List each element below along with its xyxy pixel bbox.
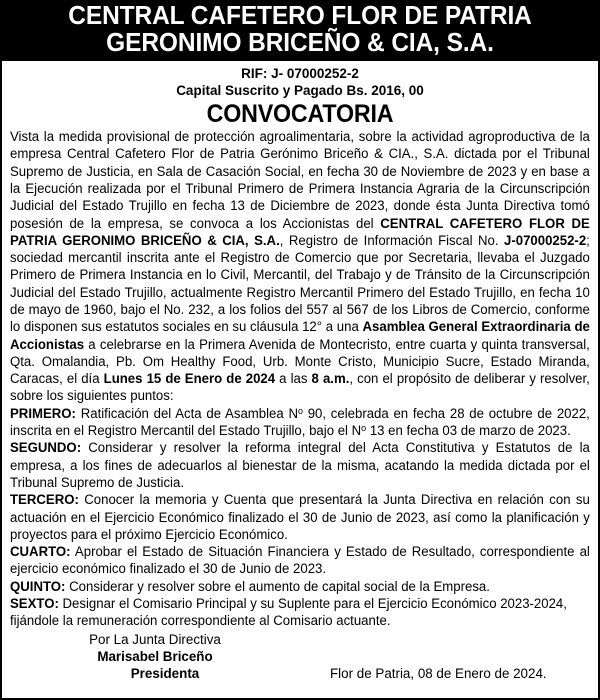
agenda-item bbox=[10, 405, 590, 440]
meeting-date-inline: Lunes 15 de Enero de 2024 bbox=[103, 371, 276, 387]
signatory-role: Presidenta bbox=[130, 666, 200, 682]
agenda-item-text: Considerar y resolver la reforma integral del Acta Constitutiva y Estatutos de la empresa, a los fines de adecuarlos al bienestar de la misma, acatando la medida dictada por el Tribunal Supremo de Justicia. bbox=[10, 440, 590, 490]
place-and-date: Flor de Patria, 08 de Enero de 2024. bbox=[330, 666, 547, 682]
preamble-text-4: a celebrarse en la Primera Avenida de Montecristo, entre cuarta y quinta transversal, Qta. Omalandia, Pb. Om Healthy Food, Urb. Monte Cristo, Municipio Sucre, Estado Miranda, Caracas, el día bbox=[10, 336, 590, 387]
agenda-item-text-end: 13 en fecha 03 de marzo de 2023. bbox=[366, 423, 571, 439]
preamble-paragraph bbox=[10, 128, 590, 405]
agenda-item-label: SEXTO: bbox=[10, 596, 59, 612]
agenda-item-label: PRIMERO: bbox=[10, 405, 76, 421]
agenda-item bbox=[10, 543, 590, 578]
agenda-item-label: TERCERO: bbox=[10, 492, 79, 508]
agenda-item-label: QUINTO: bbox=[10, 578, 66, 594]
agenda-item-text: Aprobar el Estado de Situación Financiera y Estado de Resultado, correspondiente al ejercicio económico finalizado el 30 de Junio de 2023. bbox=[10, 544, 590, 577]
company-name-inline: CENTRAL CAFETERO FLOR DE PATRIA GERONIMO BRICEÑO & CIA, S.A. bbox=[10, 215, 590, 248]
signature-footer-row bbox=[10, 665, 590, 682]
masthead bbox=[0, 0, 600, 61]
agenda-item-text: Considerar y resolver sobre el aumento de capital social de la Empresa. bbox=[65, 578, 490, 594]
preamble-text-3: ; sociedad mercantil inscrita ante el Registro de Comercio que por Secretaria, llevaba el Juzgado Primero de Primera Instancia en lo Civil, Mercantil, del Trabajo y de Tránsito de la Circunscripción Judicial del Estado Trujillo, actualmente Registro Mercantil Primero del Estado Trujillo, en fecha 10 de mayo de 1960, bajo el No. 232, a los folios del 557 al 567 de los Libros de Comercio, conforme lo disponen sus estatutos sociales en su cláusula 12° a una bbox=[10, 232, 590, 335]
agenda-item-label: CUARTO: bbox=[10, 544, 71, 560]
signature-by-line: Por La Junta Directiva bbox=[89, 631, 221, 647]
company-name-line-1: CENTRAL CAFETERO FLOR DE PATRIA bbox=[68, 2, 532, 30]
agenda-item bbox=[10, 491, 590, 543]
meeting-time-inline: 8 a.m. bbox=[311, 371, 350, 387]
rif-inline: J-07000252-2 bbox=[504, 232, 587, 248]
agenda-item bbox=[10, 595, 590, 630]
preamble-text-5: a las bbox=[275, 371, 312, 387]
preamble-text-2: , Registro de Información Fiscal No. bbox=[279, 232, 505, 248]
notice-sheet bbox=[0, 61, 600, 700]
agenda-item-label: SEGUNDO: bbox=[10, 440, 82, 456]
agenda-item-text-mid: 90, celebrada en fecha 28 de octubre de 2022, inscrita en el Registro Mercantil del Estado Trujillo, bajo el N bbox=[10, 405, 590, 439]
company-name-line-2: GERONIMO BRICEÑO & CIA, S.A. bbox=[106, 29, 494, 57]
preamble-text-1: Vista la medida provisional de protección agroalimentaria, sobre la actividad agroproductiva de la empresa Central Cafetero Flor de Patria Gerónimo Briceño & CIA., S.A. dictada por el Tribunal Supremo de Justicia, en Sala de Casación Social, en fecha 30 de Noviembre de 2023 y en base a la Ejecución realizada por el Tribunal Primero de Primera Instancia Agraria de la Circunscripción Judicial del Estado Trujillo en fecha 13 de Diciembre de 2023, donde ésta Junta Directiva tomó posesión de la empresa, se convoca a los Accionistas del bbox=[10, 129, 590, 231]
signature-block bbox=[10, 631, 590, 683]
preamble-text-6: , con el propósito de deliberar y resolver, sobre los siguientes puntos: bbox=[10, 371, 590, 404]
signatory-name: Marisabel Briceño bbox=[97, 648, 213, 664]
ordinal-marker: o bbox=[297, 405, 303, 416]
document-title: CONVOCATORIA bbox=[206, 99, 394, 128]
rif-line: RIF: J- 07000252-2 bbox=[241, 66, 359, 81]
assembly-type-inline: Asamblea General Extraordinaria de Accionistas bbox=[10, 319, 590, 352]
agenda-item-text: Conocer la memoria y Cuenta que presentará la Junta Directiva en relación con su actuación en el Ejercicio Económico finalizado el 30 de Junio de 2023, así como la planificación y proyectos para el próximo Ejercicio Económico. bbox=[10, 492, 590, 542]
agenda-item bbox=[10, 439, 590, 491]
capital-line: Capital Suscrito y Pagado Bs. 2016, 00 bbox=[176, 83, 424, 99]
ordinal-marker: o bbox=[361, 423, 367, 434]
notice-body bbox=[10, 128, 590, 630]
agenda-item-text: Designar el Comisario Principal y su Suplente para el Ejercicio Económico 2023-2024, fijándole la remuneración correspondiente al Comisario actuante. bbox=[10, 596, 567, 629]
agenda-item-text: Ratificación del Acta de Asamblea N bbox=[75, 405, 298, 421]
agenda-item bbox=[10, 578, 590, 595]
